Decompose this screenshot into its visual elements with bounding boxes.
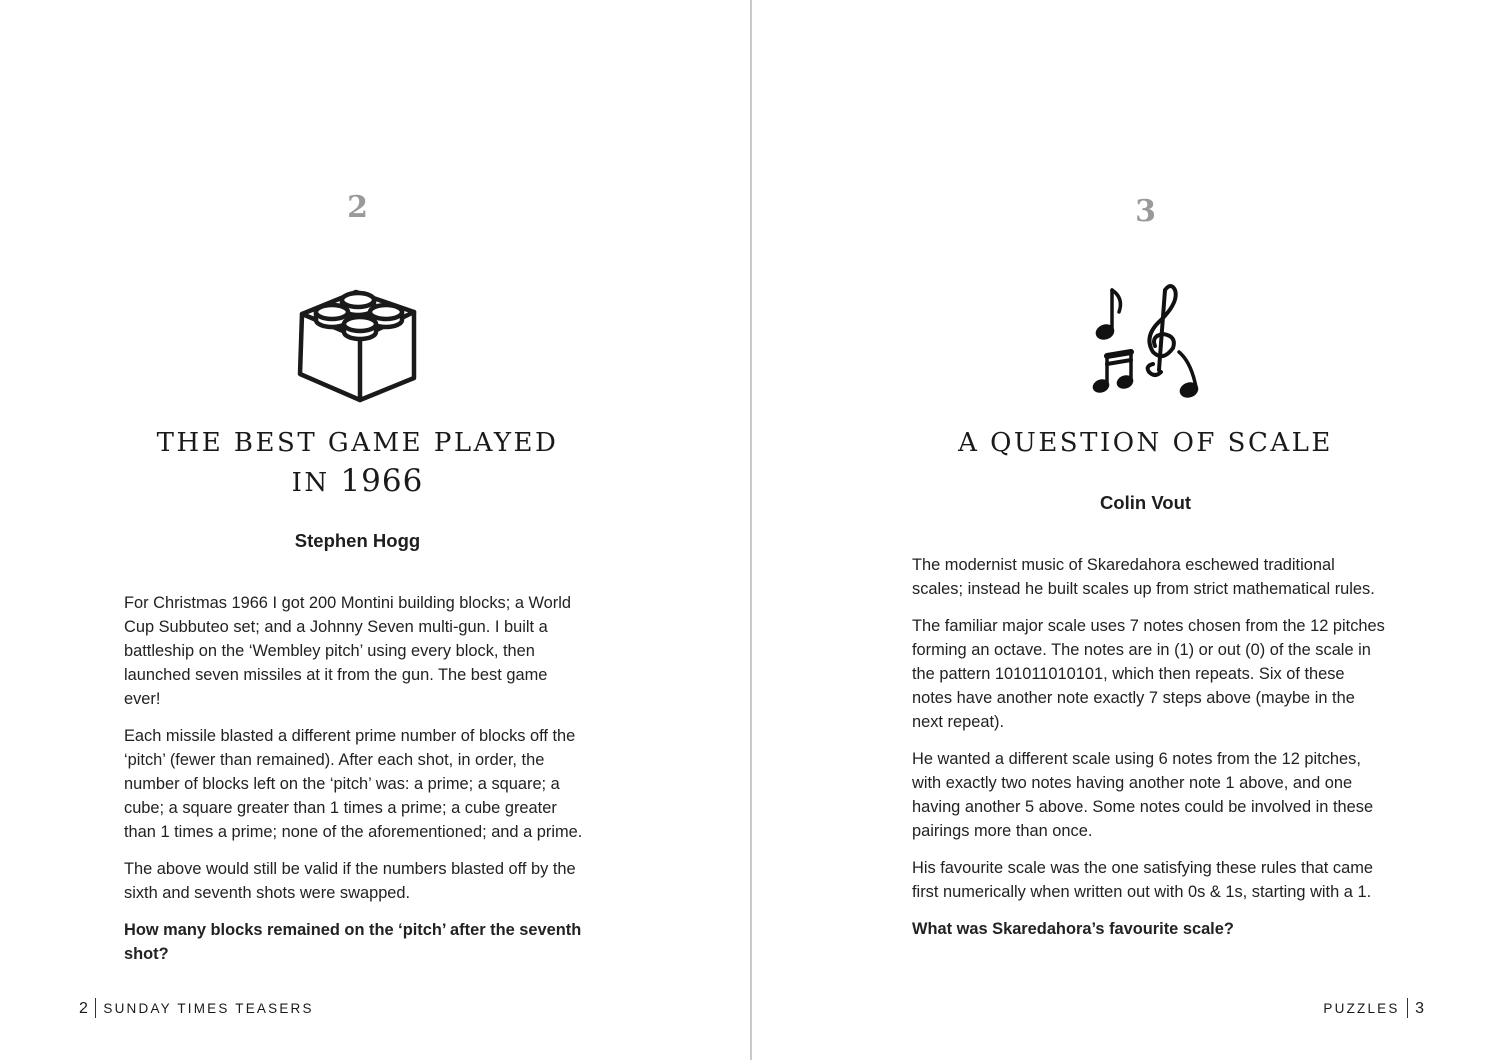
footer-section-title: PUZZLES [1323,1001,1400,1016]
question: How many blocks remained on the ‘pitch’ after the seventh shot? [124,921,582,963]
footer-book-title: SUNDAY TIMES TEASERS [103,1001,314,1016]
title-line-2 [0,462,733,502]
footer-page-number: 3 [1415,1000,1424,1017]
puzzle-title [0,424,733,502]
puzzle-number: 3 [1135,194,1156,229]
puzzle-body [124,591,588,979]
footer-divider [1407,998,1409,1018]
right-page [753,0,1500,1060]
building-block-icon [290,278,426,406]
author: Stephen Hogg [294,530,421,551]
title-year: 1966 [340,463,424,499]
footer-divider [95,998,97,1018]
paragraph: Each missile blasted a different prime number of blocks off the ‘pitch’ (fewer than remained). After each shot, in order, the number of blocks left on the ‘pitch’ was: a prime; a square; a cube; a square greater than 1 times a prime; a cube greater than 1 times a prime; none of the aforementioned; and a prime. [124,727,583,841]
running-footer [1323,998,1424,1018]
puzzle-number: 2 [347,190,368,225]
paragraph: The familiar major scale uses 7 notes chosen from the 12 pitches forming an octave. The notes are in (1) or out (0) of the scale in the pattern 101011010101, which then repeats. Six of these notes have another note exactly 7 steps above (maybe in the next repeat). [912,617,1385,731]
music-notes-icon [1091,282,1203,402]
footer-page-number: 2 [79,1000,88,1017]
puzzle-title: A QUESTION OF SCALE [958,428,1333,458]
paragraph: The above would still be valid if the numbers blasted off by the sixth and seventh shots were swapped. [124,860,576,902]
puzzle-body [912,553,1386,954]
running-footer [79,998,314,1018]
paragraph: His favourite scale was the one satisfying these rules that came first numerically when written out with 0s & 1s, starting with a 1. [912,859,1373,901]
title-line-1: THE BEST GAME PLAYED [156,428,559,458]
title-line-2-prefix: IN [291,468,341,498]
author: Colin Vout [1099,492,1192,513]
paragraph: For Christmas 1966 I got 200 Montini building blocks; a World Cup Subbuteo set; and a Johnny Seven multi-gun. I built a battleship on the ‘Wembley pitch’ using every block, then launched seven missiles at it from the gun. The best game ever! [124,594,572,708]
paragraph: He wanted a different scale using 6 notes from the 12 pitches, with exactly two notes having another note 1 above, and one having another 5 above. Some notes could be involved in these pairings more than once. [912,750,1374,840]
question: What was Skaredahora’s favourite scale? [912,920,1234,938]
paragraph: The modernist music of Skaredahora eschewed traditional scales; instead he built scales up from strict mathematical rules. [912,556,1375,598]
